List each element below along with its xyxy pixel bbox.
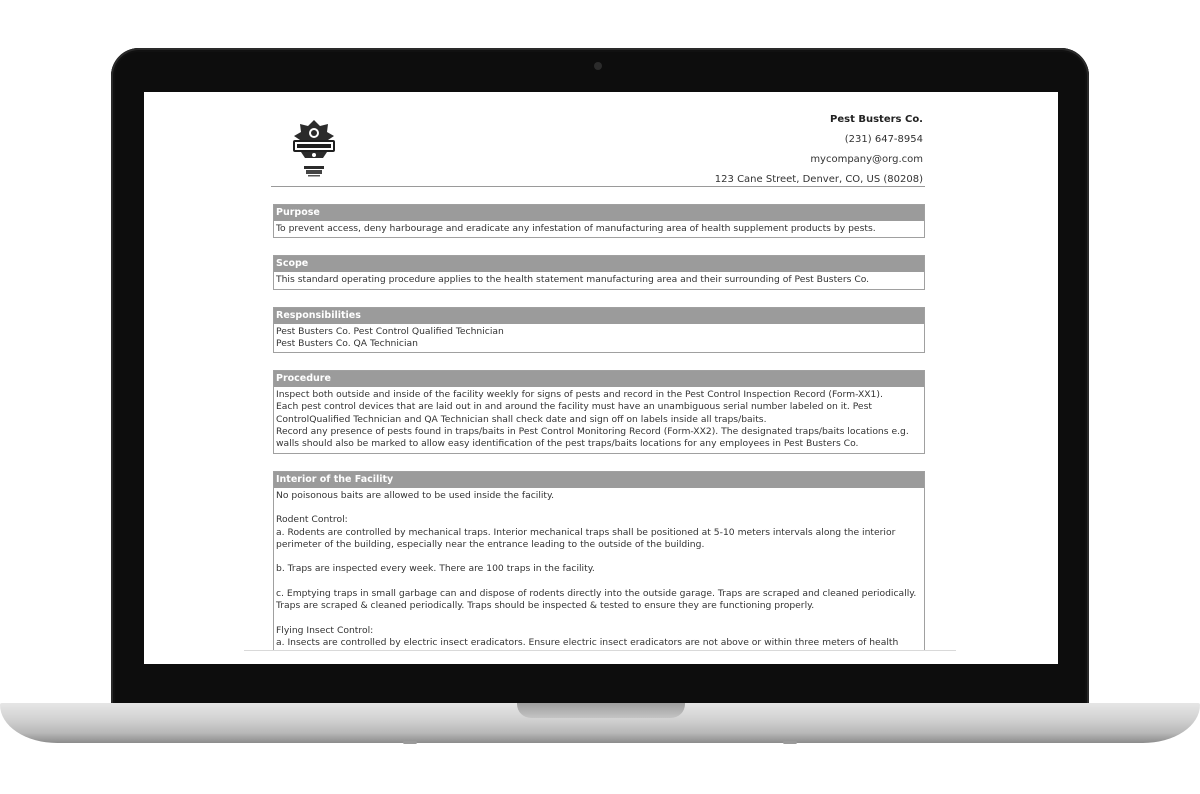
section-body: To prevent access, deny harbourage and eradicate any infestation of manufacturing area of health supplement products by pests. bbox=[276, 223, 876, 234]
section-title: Purpose bbox=[274, 205, 924, 221]
sop-document bbox=[271, 106, 925, 664]
laptop-foot bbox=[403, 741, 417, 744]
laptop-foot bbox=[783, 741, 797, 744]
section-responsibilities bbox=[273, 307, 925, 354]
section-interior-facility bbox=[273, 471, 925, 664]
section-procedure bbox=[273, 370, 925, 453]
section-title: Scope bbox=[274, 256, 924, 272]
section-title: Procedure bbox=[274, 371, 924, 387]
laptop-screen bbox=[144, 92, 1058, 664]
company-info bbox=[715, 110, 923, 190]
section-title: Interior of the Facility bbox=[274, 472, 924, 488]
section-body: No poisonous baits are allowed to be used inside the facility. Rodent Control: a. Rodents are controlled by mechanical traps. Interior mechanical traps shall be positioned at 5-10 meters intervals along the interior perimeter of the building, especially near the entrance leading to the outside of the building. b. Traps are inspected every week. There are 100 traps in the facility. c. Emptying traps in small garbage can and dispose of rodents directly into the outside garage. Traps are scraped and cleaned periodically. Traps are scraped & cleaned periodically. Traps should be inspected & tested to ensure they are functioning properly. Flying Insect Control: a. Insects are controlled by electric insect eradicators. Ensure electric insect eradicators are not above or within three meters of health bbox=[276, 489, 917, 649]
company-email: mycompany@org.com bbox=[810, 154, 923, 165]
section-title: Responsibilities bbox=[274, 308, 924, 324]
company-address: 123 Cane Street, Denver, CO, US (80208) bbox=[714, 174, 923, 185]
pest-busters-logo bbox=[287, 118, 341, 178]
section-scope bbox=[273, 255, 925, 289]
page-bottom-edge bbox=[244, 650, 956, 664]
section-body: This standard operating procedure applies to the health statement manufacturing area and their surrounding of Pest Busters Co. bbox=[276, 274, 870, 286]
company-name: Pest Busters Co. bbox=[830, 114, 923, 125]
section-body: Pest Busters Co. Pest Control Qualified Technician Pest Busters Co. QA Technician bbox=[276, 325, 504, 349]
section-purpose bbox=[273, 204, 925, 238]
document-header bbox=[271, 106, 925, 187]
laptop-notch bbox=[517, 703, 685, 718]
company-phone: (231) 647-8954 bbox=[844, 134, 923, 145]
camera-icon bbox=[594, 62, 602, 70]
section-body: Inspect both outside and inside of the facility weekly for signs of pests and record in the Pest Control Inspection Record (Form-XX1). Each pest control devices that are laid out in and around the facility must have an unambiguous serial number labeled on it. Pest ControlQualified Technician and QA Technician shall check date and sign off on labels inside all traps/baits. Record any presence of pests found in traps/baits in Pest Control Monitoring Record (Form-XX2). The designated traps/baits locations e.g. walls should also be marked to allow easy identification of the pest traps/baits locations for any employees in Pest Busters Co. bbox=[276, 389, 909, 450]
